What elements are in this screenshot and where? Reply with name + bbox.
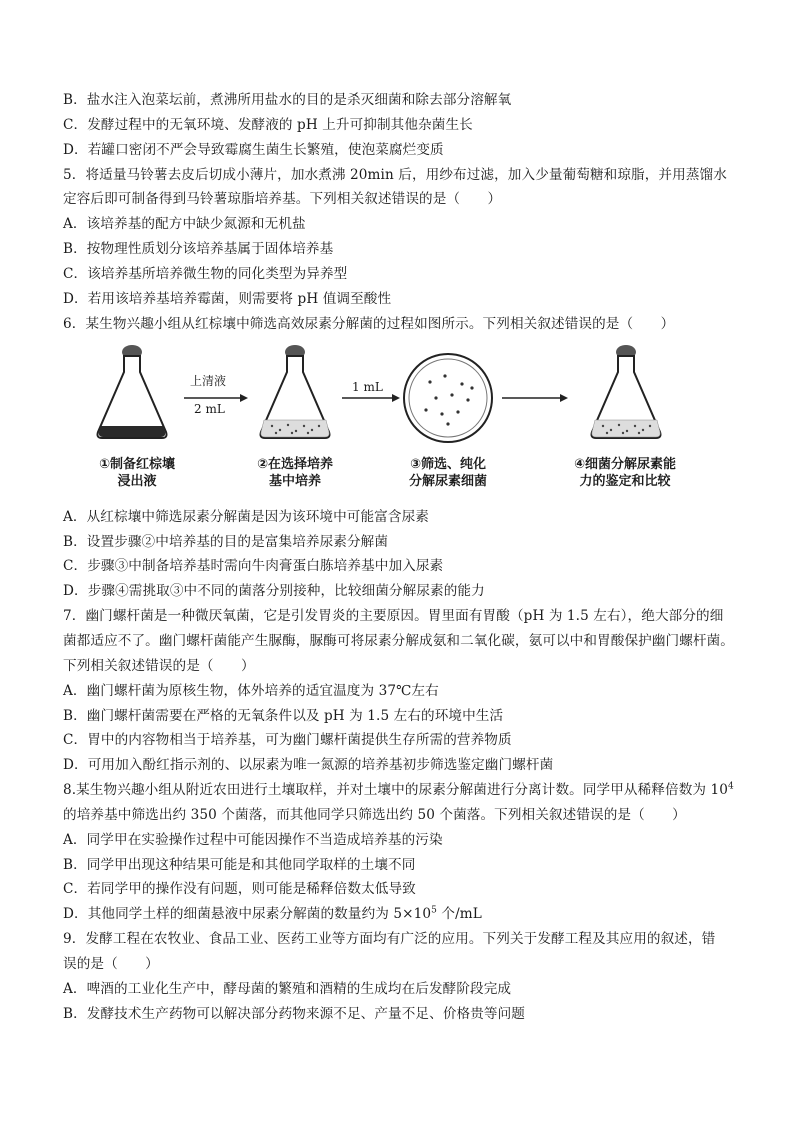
step-1-caption: ①制备红棕壤 浸出液 xyxy=(98,457,175,489)
arrow-2-icon xyxy=(342,394,400,402)
petri-dish-icon xyxy=(404,354,492,442)
option-9a: A．啤酒的工业化生产中，酵母菌的繁殖和酒精的生成均在后发酵阶段完成 xyxy=(63,981,512,997)
question-9-stem-1: 9．发酵工程在农牧业、食品工业、医药工业等方面均有广泛的应用。下列关于发酵工程及其应用的叙述，错 xyxy=(63,931,716,947)
arrow-1-label-top: 上清液 xyxy=(190,374,227,388)
option-9b: B．发酵技术生产药物可以解决部分药物来源不足、产量不足、价格贵等问题 xyxy=(63,1006,525,1022)
question-7-stem-2: 菌都适应不了。幽门螺杆菌能产生脲酶，脲酶可将尿素分解成氨和二氧化碳，氨可以中和胃酸保护幽门螺杆菌。 xyxy=(63,633,734,649)
option-4b: B．盐水注入泡菜坛前，煮沸所用盐水的目的是杀灭细菌和除去部分溶解氧 xyxy=(63,92,512,108)
question-8-stem-1: 8.某生物兴趣小组从附近农田进行土壤取样，并对土壤中的尿素分解菌进行分离计数。同学甲从稀释倍数为 $10^4$ xyxy=(63,781,734,798)
option-7b: B．幽门螺杆菌需要在严格的无氧条件以及 pH 为 1.5 左右的环境中生活 xyxy=(63,708,504,724)
question-7-stem-1: 7．幽门螺杆菌是一种微厌氧菌，它是引发胃炎的主要原因。胃里面有胃酸（pH 为 1.5 左右），绝大部分的细 xyxy=(63,608,724,624)
question-8-stem-2: 的培养基中筛选出约 350 个菌落，而其他同学只筛选出约 50 个菌落。下列相关叙述错误的是（ ） xyxy=(63,807,686,823)
option-4d: D．若罐口密闭不严会导致霉腐生菌生长繁殖，使泡菜腐烂变质 xyxy=(63,142,444,158)
question-6-stem: 6．某生物兴趣小组从红棕壤中筛选高效尿素分解菌的过程如图所示。下列相关叙述错误的是（ ） xyxy=(63,316,675,332)
option-8b: B．同学甲出现这种结果可能是和其他同学取样的土壤不同 xyxy=(63,857,416,873)
step-4-caption: ④细菌分解尿素能 力的鉴定和比较 xyxy=(573,457,676,489)
option-5d: D．若用该培养基培养霉菌，则需要将 pH 值调至酸性 xyxy=(63,291,392,307)
option-5a: A．该培养基的配方中缺少氮源和无机盐 xyxy=(63,216,306,232)
flask-4-icon xyxy=(592,345,661,438)
option-7a: A．幽门螺杆菌为原核生物，体外培养的适宜温度为 37℃左右 xyxy=(63,683,439,699)
option-7c: C．胃中的内容物相当于培养基，可为幽门螺杆菌提供生存所需的营养物质 xyxy=(63,732,512,748)
arrow-3-icon xyxy=(502,394,568,402)
step-2-caption: ②在选择培养 基中培养 xyxy=(256,457,333,489)
flask-2-icon xyxy=(261,345,330,438)
arrow-1-label-bottom: 2 mL xyxy=(194,402,225,416)
question-9-stem-2: 误的是（ ） xyxy=(63,956,159,972)
arrow-1-icon xyxy=(184,394,248,402)
question-7-stem-3: 下列相关叙述错误的是（ ） xyxy=(63,658,255,674)
question-5-stem-2: 定容后即可制备得到马铃薯琼脂培养基。下列相关叙述错误的是（ ） xyxy=(63,191,502,207)
question-5-stem-1: 5．将适量马铃薯去皮后切成小薄片，加水煮沸 20min 后，用纱布过滤，加入少量葡萄糖和琼脂，并用蒸馏水 xyxy=(63,167,727,183)
option-8d: D．其他同学土样的细菌悬液中尿素分解菌的数量约为 $5\times 10^5$ 个/mL xyxy=(63,905,482,922)
option-8c: C．若同学甲的操作没有问题，则可能是稀释倍数太低导致 xyxy=(63,881,416,897)
option-6b: B．设置步骤②中培养基的目的是富集培养尿素分解菌 xyxy=(63,534,389,550)
option-5c: C．该培养基所培养微生物的同化类型为异养型 xyxy=(63,266,348,282)
option-6c: C．步骤③中制备培养基时需向牛肉膏蛋白胨培养基中加入尿素 xyxy=(63,558,444,574)
arrow-2-label-top: 1 mL xyxy=(352,380,383,394)
option-8a: A．同学甲在实验操作过程中可能因操作不当造成培养基的污染 xyxy=(63,832,443,848)
option-6d: D．步骤④需挑取③中不同的菌落分别接种，比较细菌分解尿素的能力 xyxy=(63,583,485,599)
option-6a: A．从红棕壤中筛选尿素分解菌是因为该环境中可能富含尿素 xyxy=(63,509,429,525)
option-5b: B．按物理性质划分该培养基属于固体培养基 xyxy=(63,241,334,257)
procedure-figure xyxy=(90,340,690,500)
option-7d: D．可用加入酚红指示剂的、以尿素为唯一氮源的培养基初步筛选鉴定幽门螺杆菌 xyxy=(63,757,554,773)
step-3-caption: ③筛选、纯化 分解尿素细菌 xyxy=(408,457,487,489)
option-4c: C．发酵过程中的无氧环境、发酵液的 pH 上升可抑制其他杂菌生长 xyxy=(63,117,473,133)
flask-1-icon xyxy=(98,345,167,438)
